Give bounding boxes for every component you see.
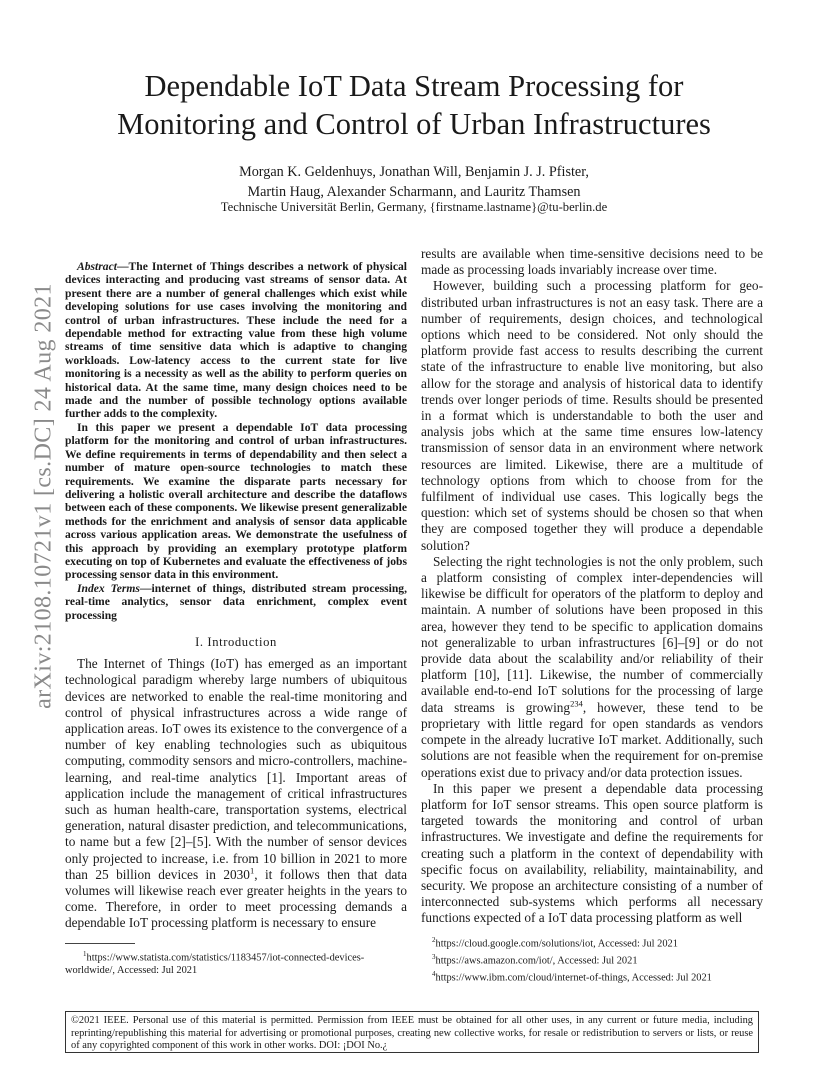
footnote-3 [432, 951, 772, 968]
arxiv-identifier-text: arXiv:2108.10721v1 [cs.DC] 24 Aug 2021 [30, 283, 57, 709]
paper-title [70, 67, 758, 143]
abstract-text-1: —The Internet of Things describes a network of physical devices interacting and producing vast streams of sensor data. At present there are a number of general challenges which exist while developing solutions for use cases involving the monitoring and control of urban infrastructures. These include the need for a dependable method for extracting value from these high volume streams of time sensitive data which is adaptive to changing workloads. Low-latency access to the current state for live monitoring is a necessity as well as the ability to perform queries on historical data. At the same time, many design choices need to be made and the number of possible technology options available further adds to the complexity. [65, 260, 407, 421]
footnote-mark: 1 [83, 950, 87, 958]
footnote-mark: 2 [432, 936, 436, 944]
right-column [421, 246, 763, 927]
right-paragraph-continued: results are available when time-sensitive decisions need to be made as processing loads invariably increase over time. [421, 246, 763, 278]
intro-text-a: The Internet of Things (IoT) has emerged as an important technological paradigm whereby large numbers of ubiquitous devices are networked to enable the real-time monitoring and control of physical infrastructures across a wide range of application areas. IoT owes its existence to the convergence of a number of key enabling technologies such as ubiquitous computing, commodity sensors and micro-controllers, machine-learning, and real-time analytics [1]. Important areas of application include the management of critical infrastructures such as human health-care, transportation systems, electrical generation, natural disaster prediction, and telecommunications, to name but a few [2]–[5]. With the number of sensor devices only projected to increase, i.e. from 10 billion in 2021 to more than 25 billion devices in 2030 [65, 656, 407, 882]
copyright-notice: ©2021 IEEE. Personal use of this material is permitted. Permission from IEEE must be obtained for all other uses, in any current or future media, including reprinting/republishing this material for advertising or promotional purposes, creating new collective works, for resale or redistribution to servers or lists, or reuse of any copyrighted component of this work in other works. DOI: ¡DOI No.¿ [65, 1011, 759, 1053]
section-heading-introduction: I. Introduction [195, 634, 277, 649]
footnote-mark: 3 [432, 952, 436, 961]
abstract-label: Abstract [77, 260, 117, 273]
left-column [65, 260, 407, 932]
footnotes-left [65, 948, 407, 977]
title-line-1: Dependable IoT Data Stream Processing for [144, 69, 684, 103]
right-paragraph-3: In this paper we present a dependable data processing platform for IoT sensor streams. This open source platform is targeted towards the monitoring and control of urban infrastructures. We investigate and define the requirements for creating such a platform in the context of dependability with specific focus on availability, reliability, maintainability, and security. We propose an architecture consisting of a number of interconnected sub-systems which performs all necessary functions expected of a IoT data processing platform as well [421, 780, 763, 926]
footnote-link[interactable]: https://cloud.google.com/solutions/iot, Accessed: Jul 2021 [435, 938, 678, 950]
index-terms [65, 582, 407, 622]
intro-text-b: , it follows then that data volumes will likewise reach ever greater heights in the years to come. Therefore, in order to meet processing demands a dependable IoT processing platform is necessary to ensure [65, 866, 408, 931]
introduction-paragraph-1 [65, 656, 407, 931]
authors-line-2: Martin Haug, Alexander Scharmann, and Lauritz Thamsen [247, 184, 581, 200]
affiliation: Technische Universität Berlin, Germany, {firstname.lastname}@tu-berlin.de [220, 200, 608, 214]
author-list [70, 162, 758, 202]
arxiv-identifier [20, 283, 68, 709]
title-line-2: Monitoring and Control of Urban Infrastructures [117, 107, 711, 141]
footnote-mark: 4 [432, 969, 436, 978]
footnote-link[interactable]: https://www.ibm.com/cloud/internet-of-things, Accessed: Jul 2021 [435, 972, 712, 984]
right-paragraph-2 [421, 554, 763, 781]
footnote-ref-234: 234 [570, 698, 583, 709]
footnote-2 [432, 934, 772, 951]
footnote-link[interactable]: https://www.statista.com/statistics/1183457/iot-connected-devices-worldwide/, Accessed: Jul 2021 [65, 952, 365, 976]
footnotes-right [432, 934, 772, 985]
footnote-1 [65, 948, 407, 977]
footnote-4 [432, 968, 772, 985]
abstract-paragraph-1 [65, 260, 407, 421]
footnote-link[interactable]: https://aws.amazon.com/iot/, Accessed: Jul 2021 [435, 955, 638, 967]
abstract-paragraph-2: In this paper we present a dependable IoT data processing platform for the monitoring and control of urban infrastructures. We define requirements in terms of dependability and then select a number of mature open-source technologies to match these requirements. We examine the disparate parts necessary for delivering a holistic overall architecture and describe the dataflows between each of these components. We likewise present generalizable methods for the enrichment and analysis of sensor data applicable across various application areas. We demonstrate the usefulness of this approach by providing an exemplary prototype platform executing on top of Kubernetes and evaluate the effectiveness of jobs processing sensor data in this environment. [65, 420, 407, 582]
right-paragraph-1: However, building such a processing platform for geo-distributed urban infrastructures is not an easy task. There are a number of requirements, design choices, and technological options which need to be considered. Not only should the platform provide fast access to results describing the current state of the infrastructure to enable live monitoring, but also allow for the storage and analysis of historical data to identify trends over longer periods of time. Results should be presented in a format which is understandable to both the user and analysis jobs which at the same time ensures low-latency transmission of sensor data in an environment where network resources are limited. Likewise, there are a multitude of technology options from which to choose from for the fulfilment of individual use cases. This logically begs the question: which set of systems should be chosen so that when they are composed together they will produce a dependable solution? [421, 278, 763, 553]
footnote-rule-left [65, 943, 135, 944]
right-text-a: Selecting the right technologies is not the only problem, such a platform consisting of complex inter-dependencies will likewise be difficult for operators of the platform to deploy and maintain. A number of solutions have been proposed in this area, however they tend to be specific to application domains not generalizable to urban infrastructures [6]–[9] or do not provide data about the scalability and/or reliability of their platform [10], [11]. Likewise, the number of commercially available end-to-end IoT solutions for the processing of large data streams is growing [421, 553, 763, 715]
index-terms-label: Index Terms [77, 581, 140, 595]
right-text-b: , however, these tend to be proprietary with little regard for open standards as vendors compete in the already lucrative IoT market. Additionally, such solutions are not feasible when the requirement for on-premise operations exist due to privacy and/or data protection issues. [421, 699, 763, 780]
authors-line-1: Morgan K. Geldenhuys, Jonathan Will, Benjamin J. J. Pfister, [239, 164, 589, 180]
footnote-ref-1: 1 [249, 865, 255, 876]
index-terms-text: —internet of things, distributed stream processing, real-time analytics, sensor data enrichment, complex event processing [65, 581, 408, 622]
